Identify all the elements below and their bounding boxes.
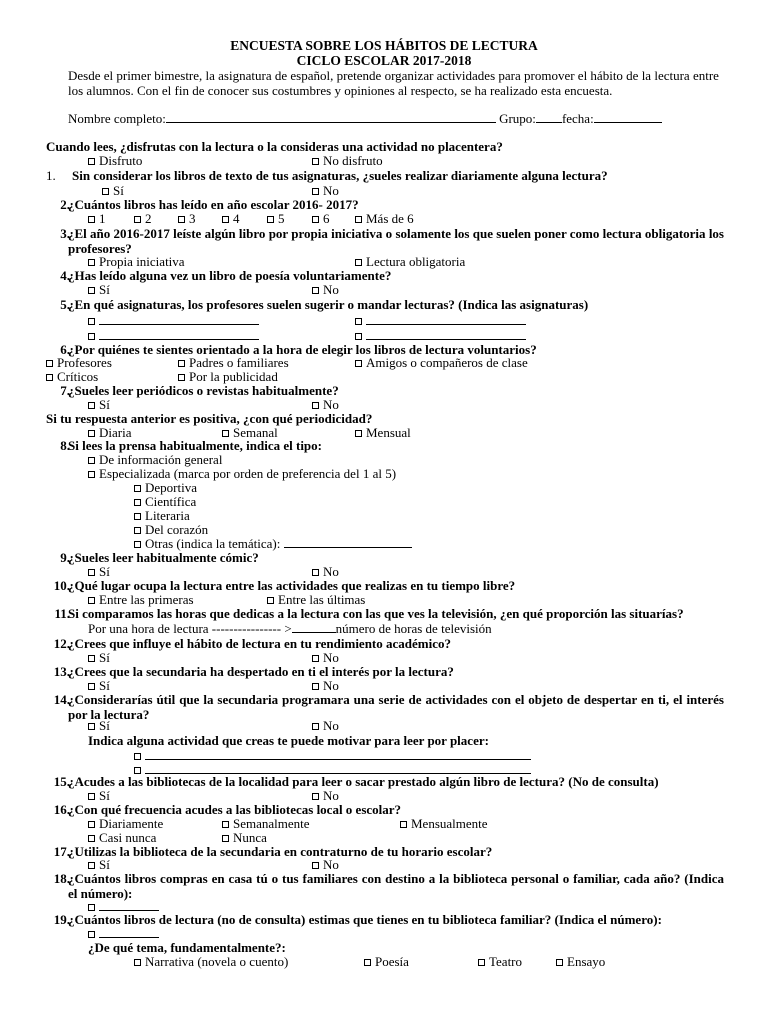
checkbox-icon[interactable] <box>88 402 95 409</box>
option[interactable]: Propia iniciativa <box>88 254 185 269</box>
checkbox-icon[interactable] <box>312 158 319 165</box>
checkbox-icon[interactable] <box>312 723 319 730</box>
subject-field[interactable] <box>355 313 526 328</box>
name-label: Nombre completo: <box>68 111 166 126</box>
option[interactable]: Especializada (marca por orden de preferencia del 1 al 5) <box>88 466 396 481</box>
checkbox-icon[interactable] <box>364 959 371 966</box>
checkbox-icon[interactable] <box>134 767 141 774</box>
checkbox-icon[interactable] <box>46 374 53 381</box>
subject-field[interactable] <box>88 313 259 328</box>
checkbox-icon[interactable] <box>88 287 95 294</box>
option[interactable]: Semanalmente <box>222 816 310 831</box>
checkbox-icon[interactable] <box>222 216 229 223</box>
option[interactable]: 4 <box>222 211 240 226</box>
option[interactable]: No <box>312 564 339 579</box>
option[interactable]: Nunca <box>222 830 267 845</box>
option[interactable]: 1 <box>88 211 106 226</box>
checkbox-icon[interactable] <box>134 499 141 506</box>
question-19-follow: ¿De qué tema, fundamentalmente?: <box>88 940 286 955</box>
option[interactable]: Otras (indica la temática): <box>134 536 412 551</box>
question-19-number: 19. <box>53 912 70 927</box>
checkbox-icon[interactable] <box>88 259 95 266</box>
group-label: Grupo: <box>499 111 536 126</box>
checkbox-icon[interactable] <box>312 402 319 409</box>
question-3: ¿El año 2016-2017 leíste algún libro por propia iniciativa o solamente los que suelen poner como lectura obligatoria los profesores? <box>68 226 724 256</box>
option[interactable]: Profesores <box>46 355 112 370</box>
checkbox-icon[interactable] <box>478 959 485 966</box>
option[interactable]: Padres o familiares <box>178 355 289 370</box>
question-14: ¿Considerarías útil que la secundaria programara una serie de actividades con el objeto de despertar en ti, el interés por la lectura? <box>68 692 724 722</box>
checkbox-icon[interactable] <box>312 862 319 869</box>
checkbox-icon[interactable] <box>88 597 95 604</box>
checkbox-icon[interactable] <box>222 430 229 437</box>
question-10: ¿Qué lugar ocupa la lectura entre las actividades que realizas en tu tiempo libre? <box>68 578 516 593</box>
option[interactable]: Poesía <box>364 954 409 969</box>
option[interactable]: No <box>312 183 339 198</box>
checkbox-icon[interactable] <box>88 430 95 437</box>
option[interactable]: No <box>312 397 339 412</box>
option[interactable]: Entre las últimas <box>267 592 365 607</box>
checkbox-icon[interactable] <box>88 793 95 800</box>
checkbox-icon[interactable] <box>88 862 95 869</box>
question-2: ¿Cuántos libros has leído en año escolar 2016- 2017? <box>68 197 359 212</box>
question-17-number: 17. <box>53 844 70 859</box>
checkbox-icon[interactable] <box>267 216 274 223</box>
question-19: ¿Cuántos libros de lectura (no de consulta) estimas que tienes en tu biblioteca familiar? (Indica el número): <box>68 912 662 927</box>
option[interactable]: Sí <box>88 718 110 733</box>
question-9: ¿Sueles leer habitualmente cómic? <box>68 550 259 565</box>
question-3-number: 3. <box>60 226 70 241</box>
option[interactable]: Sí <box>88 650 110 665</box>
option[interactable]: De información general <box>88 452 222 467</box>
checkbox-icon[interactable] <box>134 527 141 534</box>
option[interactable]: 2 <box>134 211 152 226</box>
subject-field[interactable] <box>88 328 259 343</box>
question-10-number: 10. <box>53 578 70 593</box>
question-16: ¿Con qué frecuencia acudes a las bibliotecas local o escolar? <box>68 802 402 817</box>
checkbox-icon[interactable] <box>88 216 95 223</box>
option[interactable]: Críticos <box>46 369 98 384</box>
option[interactable]: Sí <box>88 678 110 693</box>
option[interactable]: Teatro <box>478 954 522 969</box>
checkbox-icon[interactable] <box>88 655 95 662</box>
checkbox-icon[interactable] <box>312 793 319 800</box>
option[interactable]: Por la publicidad <box>178 369 278 384</box>
option[interactable]: Diariamente <box>88 816 163 831</box>
option[interactable]: Entre las primeras <box>88 592 194 607</box>
question-11-number: 11. <box>54 606 70 621</box>
option[interactable]: Narrativa (novela o cuento) <box>134 954 288 969</box>
question-4-number: 4. <box>60 268 70 283</box>
question-12: ¿Crees que influye el hábito de lectura en tu rendimiento académico? <box>68 636 451 651</box>
checkbox-icon[interactable] <box>88 569 95 576</box>
option[interactable]: No <box>312 282 339 297</box>
checkbox-icon[interactable] <box>267 597 274 604</box>
name-line[interactable] <box>68 111 662 126</box>
question-14-number: 14. <box>53 692 70 707</box>
checkbox-icon[interactable] <box>355 430 362 437</box>
option[interactable]: Sí <box>88 397 110 412</box>
checkbox-icon[interactable] <box>355 360 362 367</box>
option[interactable]: 6 <box>312 211 330 226</box>
checkbox-icon[interactable] <box>355 259 362 266</box>
option[interactable]: Ensayo <box>556 954 605 969</box>
checkbox-icon[interactable] <box>312 216 319 223</box>
checkbox-icon[interactable] <box>134 541 141 548</box>
option[interactable]: Científica <box>134 494 196 509</box>
question-1-number: 1. <box>46 168 56 183</box>
question-17: ¿Utilizas la biblioteca de la secundaria en contraturno de tu horario escolar? <box>68 844 493 859</box>
question-7-follow: Si tu respuesta anterior es positiva, ¿con qué periodicidad? <box>46 411 373 426</box>
question-6: ¿Por quiénes te sientes orientado a la hora de elegir los libros de lectura voluntarios? <box>68 342 537 357</box>
question-8: Si lees la prensa habitualmente, indica el tipo: <box>68 438 322 453</box>
option[interactable]: Semanal <box>222 425 278 440</box>
checkbox-icon[interactable] <box>88 471 95 478</box>
checkbox-icon[interactable] <box>88 333 95 340</box>
question-14-follow: Indica alguna actividad que creas te puede motivar para leer por placer: <box>88 733 489 748</box>
option[interactable]: 3 <box>178 211 196 226</box>
option[interactable]: Más de 6 <box>355 211 414 226</box>
option[interactable]: No <box>312 678 339 693</box>
option[interactable]: Disfruto <box>88 153 142 168</box>
question-0: Cuando lees, ¿disfrutas con la lectura o la consideras una actividad no placentera? <box>46 139 503 154</box>
survey-subtitle: CICLO ESCOLAR 2017-2018 <box>296 53 472 68</box>
question-15: ¿Acudes a las bibliotecas de la localidad para leer o sacar prestado algún libro de lectura? (No de consulta) <box>68 774 659 789</box>
question-5: ¿En qué asignaturas, los profesores suelen sugerir o mandar lecturas? (Indica las asignaturas) <box>68 297 589 312</box>
checkbox-icon[interactable] <box>178 374 185 381</box>
other-topic-field[interactable] <box>284 536 412 548</box>
question-11: Si comparamos las horas que dedicas a la lectura con las que ves la televisión, ¿en qué proporción las situarías? <box>68 606 684 621</box>
option[interactable]: Mensualmente <box>400 816 488 831</box>
question-13-number: 13. <box>53 664 70 679</box>
tv-ratio-answer[interactable]: Por una hora de lectura ---------------- > número de horas de televisión <box>88 621 492 636</box>
name-field[interactable] <box>166 111 496 123</box>
checkbox-icon[interactable] <box>312 655 319 662</box>
checkbox-icon[interactable] <box>46 360 53 367</box>
checkbox-icon[interactable] <box>102 188 109 195</box>
checkbox-icon[interactable] <box>312 188 319 195</box>
option[interactable]: No <box>312 650 339 665</box>
question-7: ¿Sueles leer periódicos o revistas habitualmente? <box>68 383 339 398</box>
checkbox-icon[interactable] <box>178 360 185 367</box>
question-18: ¿Cuántos libros compras en casa tú o tus familiares con destino a la biblioteca personal o familiar, cada año? (Indica el número): <box>68 871 724 901</box>
checkbox-icon[interactable] <box>556 959 563 966</box>
option[interactable]: Casi nunca <box>88 830 156 845</box>
checkbox-icon[interactable] <box>355 216 362 223</box>
option[interactable]: Lectura obligatoria <box>355 254 465 269</box>
checkbox-icon[interactable] <box>400 821 407 828</box>
checkbox-icon[interactable] <box>88 683 95 690</box>
checkbox-icon[interactable] <box>312 569 319 576</box>
question-9-number: 9. <box>60 550 70 565</box>
question-16-number: 16. <box>53 802 70 817</box>
option[interactable]: Sí <box>88 788 110 803</box>
option[interactable]: Deportiva <box>134 480 197 495</box>
date-field[interactable] <box>594 111 662 123</box>
option[interactable]: Mensual <box>355 425 411 440</box>
checkbox-icon[interactable] <box>88 723 95 730</box>
checkbox-icon[interactable] <box>134 216 141 223</box>
question-4: ¿Has leído alguna vez un libro de poesía voluntariamente? <box>68 268 392 283</box>
checkbox-icon[interactable] <box>88 931 95 938</box>
checkbox-icon[interactable] <box>222 821 229 828</box>
question-1: Sin considerar los libros de texto de tus asignaturas, ¿sueles realizar diariamente alguna lectura? <box>72 168 608 183</box>
option[interactable]: No <box>312 857 339 872</box>
question-8-number: 8. <box>60 438 70 453</box>
question-6-number: 6. <box>60 342 70 357</box>
checkbox-icon[interactable] <box>88 457 95 464</box>
option[interactable]: No disfruto <box>312 153 383 168</box>
question-5-number: 5. <box>60 297 70 312</box>
checkbox-icon[interactable] <box>312 683 319 690</box>
option[interactable]: Literaria <box>134 508 190 523</box>
survey-title: ENCUESTA SOBRE LOS HÁBITOS DE LECTURA <box>230 38 538 53</box>
question-13: ¿Crees que la secundaria ha despertado en ti el interés por la lectura? <box>68 664 454 679</box>
option[interactable]: Del corazón <box>134 522 208 537</box>
option[interactable]: Sí <box>88 282 110 297</box>
option[interactable]: 5 <box>267 211 285 226</box>
date-label: fecha: <box>561 111 594 126</box>
checkbox-icon[interactable] <box>355 318 362 325</box>
option[interactable]: Sí <box>102 183 124 198</box>
checkbox-icon[interactable] <box>134 753 141 760</box>
books-owned-field[interactable] <box>88 926 159 941</box>
option[interactable]: No <box>312 718 339 733</box>
checkbox-icon[interactable] <box>88 821 95 828</box>
option[interactable]: Sí <box>88 564 110 579</box>
option[interactable]: Sí <box>88 857 110 872</box>
checkbox-icon[interactable] <box>178 216 185 223</box>
question-18-number: 18. <box>53 871 70 886</box>
checkbox-icon[interactable] <box>88 835 95 842</box>
question-2-number: 2. <box>60 197 70 212</box>
activity-field[interactable] <box>134 748 531 763</box>
checkbox-icon[interactable] <box>134 485 141 492</box>
checkbox-icon[interactable] <box>88 158 95 165</box>
intro-paragraph: Desde el primer bimestre, la asignatura de español, pretende organizar actividades para promover el hábito de la lectura entre los alumnos. Con el fin de conocer sus costumbres y opiniones al respecto, se ha realizado esta encuesta. <box>68 68 719 98</box>
checkbox-icon[interactable] <box>88 904 95 911</box>
tv-hours-field[interactable] <box>292 621 336 633</box>
checkbox-icon[interactable] <box>355 333 362 340</box>
checkbox-icon[interactable] <box>134 959 141 966</box>
question-15-number: 15. <box>53 774 70 789</box>
group-field[interactable] <box>536 111 562 123</box>
question-12-number: 12. <box>53 636 70 651</box>
question-7-number: 7. <box>60 383 70 398</box>
subject-field[interactable] <box>355 328 526 343</box>
checkbox-icon[interactable] <box>88 318 95 325</box>
checkbox-icon[interactable] <box>222 835 229 842</box>
checkbox-icon[interactable] <box>134 513 141 520</box>
checkbox-icon[interactable] <box>312 287 319 294</box>
option[interactable]: Diaria <box>88 425 131 440</box>
option[interactable]: No <box>312 788 339 803</box>
option[interactable]: Amigos o compañeros de clase <box>355 355 528 370</box>
